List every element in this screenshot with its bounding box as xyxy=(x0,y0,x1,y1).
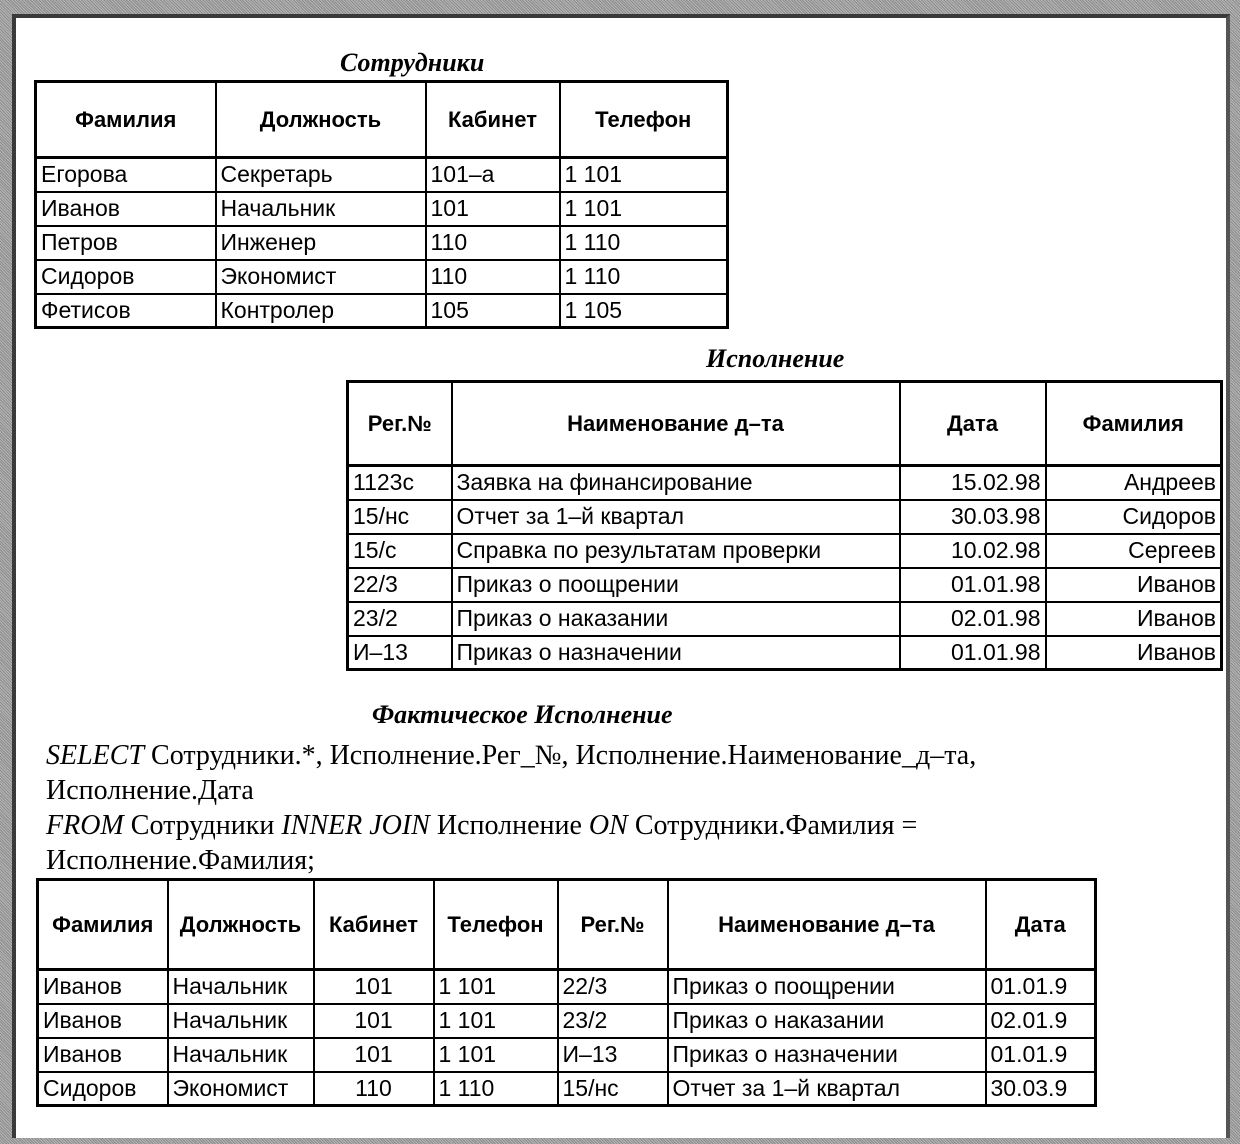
column-header: Дата xyxy=(986,880,1096,970)
document-page xyxy=(12,14,1230,1138)
cell: Справка по результатам проверки xyxy=(452,534,900,568)
cell: И–13 xyxy=(348,636,452,670)
cell: 1 101 xyxy=(434,970,558,1004)
cell: 15/нс xyxy=(348,500,452,534)
cell: 1 101 xyxy=(560,158,728,192)
cell: 110 xyxy=(426,260,560,294)
cell: 1 110 xyxy=(560,226,728,260)
cell: Приказ о поощрении xyxy=(452,568,900,602)
cell: 02.01.98 xyxy=(900,602,1046,636)
table-row xyxy=(348,568,1222,602)
cell: Сергеев xyxy=(1046,534,1222,568)
cell: Приказ о назначении xyxy=(668,1038,986,1072)
employees-title: Сотрудники xyxy=(340,48,485,77)
cell: Иванов xyxy=(38,1038,168,1072)
cell: Отчет за 1–й квартал xyxy=(452,500,900,534)
cell: 1 110 xyxy=(434,1072,558,1106)
cell: Приказ о наказании xyxy=(668,1004,986,1038)
cell: 1123с xyxy=(348,466,452,500)
table-row xyxy=(38,970,1096,1004)
cell: Заявка на финансирование xyxy=(452,466,900,500)
cell: 101–а xyxy=(426,158,560,192)
cell: 1 105 xyxy=(560,294,728,328)
cell: 101 xyxy=(426,192,560,226)
cell: Приказ о назначении xyxy=(452,636,900,670)
cell: 23/2 xyxy=(348,602,452,636)
cell: Начальник xyxy=(168,1004,314,1038)
column-header: Наименование д–та xyxy=(668,880,986,970)
cell: Начальник xyxy=(168,970,314,1004)
cell: 22/3 xyxy=(558,970,668,1004)
sql-line: Исполнение.Фамилия; xyxy=(46,845,315,876)
cell: 22/3 xyxy=(348,568,452,602)
sql-keyword: FROM xyxy=(46,810,124,841)
cell: Андреев xyxy=(1046,466,1222,500)
cell: 10.02.98 xyxy=(900,534,1046,568)
cell: Экономист xyxy=(216,260,426,294)
cell: 30.03.9 xyxy=(986,1072,1096,1106)
cell: Приказ о наказании xyxy=(452,602,900,636)
cell: Иванов xyxy=(1046,568,1222,602)
column-header: Телефон xyxy=(560,82,728,158)
table-row xyxy=(348,466,1222,500)
table-row xyxy=(36,260,728,294)
cell: 15.02.98 xyxy=(900,466,1046,500)
column-header: Фамилия xyxy=(1046,382,1222,466)
cell: 101 xyxy=(314,1038,434,1072)
column-header: Рег.№ xyxy=(558,880,668,970)
cell: 15/с xyxy=(348,534,452,568)
column-header: Телефон xyxy=(434,880,558,970)
column-header: Кабинет xyxy=(426,82,560,158)
column-header: Рег.№ xyxy=(348,382,452,466)
cell: 01.01.9 xyxy=(986,1038,1096,1072)
sql-line xyxy=(46,738,1126,773)
cell: Приказ о поощрении xyxy=(668,970,986,1004)
cell: 1 101 xyxy=(434,1004,558,1038)
column-header: Кабинет xyxy=(314,880,434,970)
sql-query xyxy=(46,738,1126,878)
cell: Начальник xyxy=(168,1038,314,1072)
table-row xyxy=(38,1004,1096,1038)
column-header: Дата xyxy=(900,382,1046,466)
sql-line xyxy=(46,808,1126,843)
cell: 15/нс xyxy=(558,1072,668,1106)
column-header: Должность xyxy=(216,82,426,158)
sql-line: Исполнение.Дата xyxy=(46,775,254,806)
table-row xyxy=(348,636,1222,670)
sql-keyword: SELECT xyxy=(46,740,145,771)
column-header: Фамилия xyxy=(38,880,168,970)
cell: Фетисов xyxy=(36,294,216,328)
cell: Иванов xyxy=(38,970,168,1004)
actual-title: Фактическое Исполнение xyxy=(372,700,673,729)
sql-text: Сотрудники.Фамилия = xyxy=(627,810,918,841)
cell: 1 101 xyxy=(434,1038,558,1072)
table-row xyxy=(36,158,728,192)
cell: Иванов xyxy=(1046,636,1222,670)
table-row xyxy=(36,294,728,328)
table-row xyxy=(348,602,1222,636)
table-row xyxy=(38,1038,1096,1072)
cell: Петров xyxy=(36,226,216,260)
column-header: Должность xyxy=(168,880,314,970)
table-row xyxy=(348,500,1222,534)
cell: Секретарь xyxy=(216,158,426,192)
cell: Сидоров xyxy=(1046,500,1222,534)
cell: 01.01.98 xyxy=(900,568,1046,602)
sql-text: Сотрудники xyxy=(123,810,282,841)
cell: 01.01.98 xyxy=(900,636,1046,670)
sql-keyword: INNER JOIN xyxy=(281,810,430,841)
sql-text: Сотрудники.*, Исполнение.Рег_№, Исполнение.Наименование_д–та, xyxy=(144,740,977,771)
cell: 1 110 xyxy=(560,260,728,294)
cell: Отчет за 1–й квартал xyxy=(668,1072,986,1106)
sql-keyword: ON xyxy=(588,810,628,841)
table-row xyxy=(38,1072,1096,1106)
execution-title: Исполнение xyxy=(706,344,845,373)
cell: Контролер xyxy=(216,294,426,328)
cell: И–13 xyxy=(558,1038,668,1072)
employees-table xyxy=(34,80,729,329)
table-row xyxy=(36,192,728,226)
cell: Начальник xyxy=(216,192,426,226)
cell: Сидоров xyxy=(36,260,216,294)
actual-table xyxy=(36,878,1097,1107)
cell: Иванов xyxy=(1046,602,1222,636)
cell: Егорова xyxy=(36,158,216,192)
cell: Экономист xyxy=(168,1072,314,1106)
cell: 101 xyxy=(314,1004,434,1038)
cell: 23/2 xyxy=(558,1004,668,1038)
column-header: Наименование д–та xyxy=(452,382,900,466)
cell: Иванов xyxy=(38,1004,168,1038)
cell: Иванов xyxy=(36,192,216,226)
cell: Сидоров xyxy=(38,1072,168,1106)
cell: 02.01.9 xyxy=(986,1004,1096,1038)
cell: 110 xyxy=(426,226,560,260)
cell: 110 xyxy=(314,1072,434,1106)
cell: 01.01.9 xyxy=(986,970,1096,1004)
execution-table xyxy=(346,380,1223,671)
table-row xyxy=(348,534,1222,568)
sql-text: Исполнение xyxy=(429,810,589,841)
cell: 30.03.98 xyxy=(900,500,1046,534)
cell: 101 xyxy=(314,970,434,1004)
table-row xyxy=(36,226,728,260)
cell: 1 101 xyxy=(560,192,728,226)
cell: Инженер xyxy=(216,226,426,260)
column-header: Фамилия xyxy=(36,82,216,158)
cell: 105 xyxy=(426,294,560,328)
